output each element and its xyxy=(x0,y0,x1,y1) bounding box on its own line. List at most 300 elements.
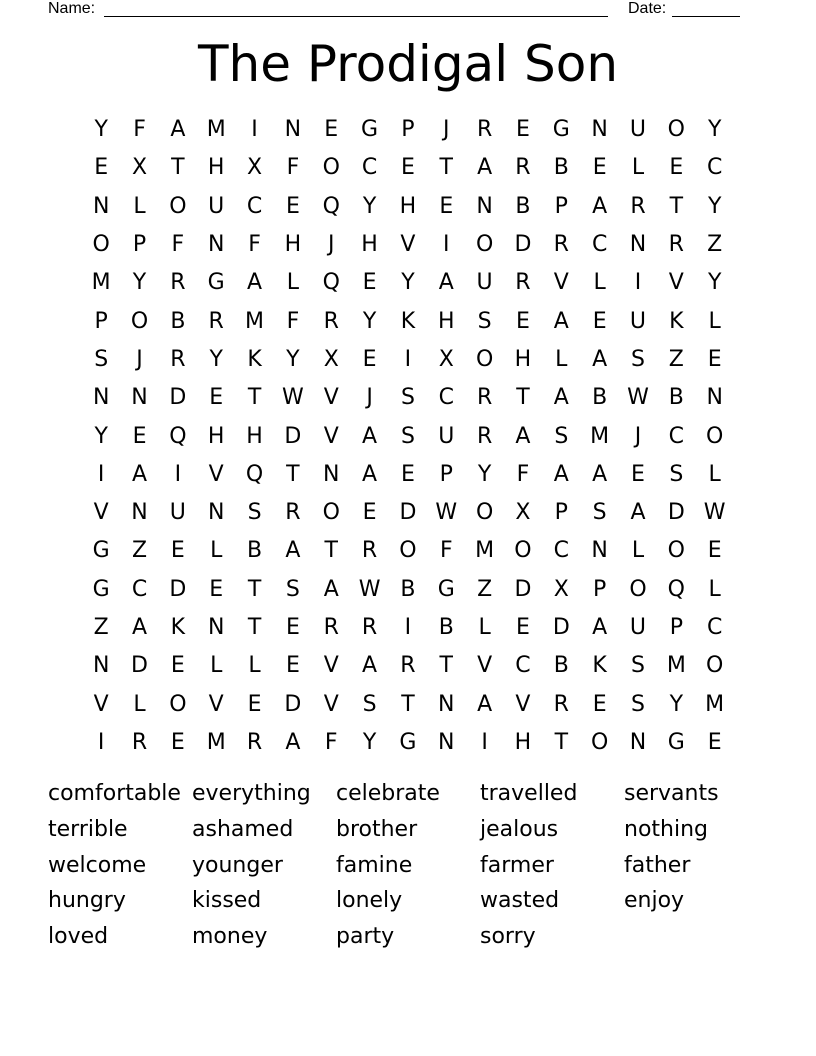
grid-letter: N xyxy=(706,385,723,411)
grid-letter: A xyxy=(362,653,378,679)
word-bank-item: nothing xyxy=(624,816,708,842)
grid-letter: I xyxy=(251,117,258,143)
grid-letter: R xyxy=(668,232,684,258)
grid-letter: Y xyxy=(94,423,108,449)
word-bank-item: kissed xyxy=(192,888,262,914)
grid-letter: M xyxy=(590,423,610,449)
grid-letter: H xyxy=(207,423,225,449)
grid-letter: A xyxy=(362,461,378,487)
word-bank-item: farmer xyxy=(480,852,554,878)
grid-letter: G xyxy=(92,576,110,602)
grid-letter: D xyxy=(131,653,148,679)
grid-letter: Y xyxy=(209,346,223,372)
grid-letter: E xyxy=(707,346,722,372)
grid-letter: N xyxy=(629,232,647,258)
grid-letter: W xyxy=(627,385,649,411)
grid-letter: Y xyxy=(286,346,300,372)
grid-row xyxy=(82,302,734,340)
grid-letter: I xyxy=(404,615,412,640)
grid-letter: R xyxy=(553,691,569,717)
grid-letter: V xyxy=(208,461,224,487)
word-bank-item: celebrate xyxy=(336,781,440,806)
grid-letter: C xyxy=(553,538,569,564)
grid-letter: A xyxy=(592,461,608,487)
grid-letter: O xyxy=(322,500,340,526)
grid-letter: A xyxy=(131,615,148,640)
grid-letter: S xyxy=(631,346,645,372)
grid-letter: N xyxy=(207,615,225,640)
grid-letter: A xyxy=(477,155,493,181)
grid-letter: E xyxy=(400,155,415,181)
grid-letter: R xyxy=(553,232,569,258)
grid-letter: J xyxy=(443,117,450,143)
grid-letter: R xyxy=(246,729,263,755)
word-bank xyxy=(48,776,768,955)
grid-letter: S xyxy=(554,423,569,449)
grid-letter: V xyxy=(323,691,339,717)
grid-letter: B xyxy=(668,385,684,411)
grid-letter: T xyxy=(439,653,453,679)
grid-letter: F xyxy=(324,729,338,755)
grid-letter: M xyxy=(666,653,686,679)
grid-letter: F xyxy=(439,538,453,564)
grid-letter: E xyxy=(631,461,645,487)
grid-letter: T xyxy=(439,155,453,181)
word-bank-item: famine xyxy=(336,852,413,878)
grid-letter: R xyxy=(515,270,531,296)
grid-letter: R xyxy=(285,500,301,526)
grid-letter: M xyxy=(91,270,111,296)
grid-letter: M xyxy=(206,117,226,143)
word-bank-item: jealous xyxy=(480,816,559,842)
grid-row xyxy=(82,341,734,379)
grid-letter: H xyxy=(246,423,263,449)
grid-row xyxy=(82,456,734,494)
grid-letter: K xyxy=(170,615,186,640)
grid-letter: B xyxy=(170,308,186,334)
grid-letter: P xyxy=(439,461,453,487)
grid-letter: L xyxy=(210,653,223,679)
grid-letter: E xyxy=(324,117,339,143)
grid-letter: O xyxy=(706,653,724,679)
grid-letter: S xyxy=(94,346,109,372)
grid-letter: M xyxy=(206,729,226,755)
grid-letter: L xyxy=(708,308,721,334)
grid-letter: X xyxy=(247,155,263,181)
grid-letter: E xyxy=(285,653,300,679)
grid-letter: S xyxy=(285,576,300,602)
grid-letter: O xyxy=(475,346,494,372)
date-blank-line xyxy=(672,16,740,17)
grid-letter: H xyxy=(514,346,532,372)
grid-letter: L xyxy=(248,653,261,679)
grid-letter: F xyxy=(516,461,530,487)
grid-letter: E xyxy=(592,308,607,334)
grid-letter: E xyxy=(516,308,530,334)
grid-letter: Q xyxy=(322,270,340,296)
grid-letter: E xyxy=(209,385,224,411)
grid-letter: T xyxy=(286,461,300,487)
grid-letter: A xyxy=(553,461,569,487)
grid-letter: S xyxy=(477,308,492,334)
grid-letter: E xyxy=(209,576,224,602)
grid-letter: U xyxy=(169,500,186,526)
grid-letter: L xyxy=(631,155,645,181)
grid-letter: R xyxy=(400,653,416,679)
grid-letter: M xyxy=(475,538,495,564)
grid-letter: E xyxy=(707,729,722,755)
grid-letter: O xyxy=(475,232,494,258)
grid-letter: O xyxy=(667,117,685,143)
grid-letter: D xyxy=(399,500,417,526)
grid-letter: X xyxy=(131,155,148,181)
grid-row xyxy=(82,647,734,685)
grid-row xyxy=(82,188,734,226)
word-bank-item: lonely xyxy=(336,888,403,914)
grid-letter: I xyxy=(634,270,642,296)
grid-letter: N xyxy=(591,117,608,143)
grid-letter: Y xyxy=(362,308,377,334)
grid-letter: V xyxy=(477,653,493,679)
grid-letter: N xyxy=(207,232,225,258)
grid-letter: R xyxy=(476,117,493,143)
grid-letter: Y xyxy=(94,117,108,143)
grid-letter: X xyxy=(553,576,569,602)
grid-letter: O xyxy=(322,155,340,181)
grid-letter: P xyxy=(593,576,607,602)
grid-letter: E xyxy=(285,615,300,640)
grid-letter: N xyxy=(284,117,302,143)
grid-letter: D xyxy=(552,615,570,640)
grid-letter: G xyxy=(667,729,685,755)
grid-letter: A xyxy=(438,270,454,296)
grid-letter: O xyxy=(629,576,647,602)
grid-letter: R xyxy=(323,615,339,640)
grid-letter: M xyxy=(245,308,265,334)
grid-letter: E xyxy=(132,423,147,449)
grid-letter: B xyxy=(515,193,531,219)
word-bank-item: party xyxy=(336,924,395,950)
grid-letter: D xyxy=(169,576,187,602)
grid-letter: Y xyxy=(707,117,722,143)
grid-letter: A xyxy=(170,117,186,143)
grid-letter: E xyxy=(170,729,185,755)
grid-letter: P xyxy=(669,615,683,640)
grid-letter: V xyxy=(323,653,339,679)
word-bank-item: father xyxy=(624,852,691,878)
grid-letter: Q xyxy=(245,461,264,487)
grid-letter: Q xyxy=(322,193,340,219)
grid-row xyxy=(82,571,734,609)
grid-letter: A xyxy=(592,346,608,372)
grid-letter: L xyxy=(133,691,146,717)
grid-letter: B xyxy=(247,538,263,564)
grid-letter: E xyxy=(669,155,684,181)
grid-letter: F xyxy=(286,308,300,334)
grid-letter: P xyxy=(554,193,568,219)
grid-letter: E xyxy=(400,461,415,487)
grid-letter: A xyxy=(553,385,569,411)
grid-letter: G xyxy=(92,538,110,564)
grid-letter: O xyxy=(667,538,685,564)
word-bank-item: enjoy xyxy=(624,888,685,914)
word-bank-item: welcome xyxy=(48,852,147,878)
grid-letter: E xyxy=(362,346,377,372)
grid-letter: E xyxy=(707,538,722,564)
grid-letter: W xyxy=(703,500,726,526)
grid-letter: K xyxy=(400,308,416,334)
grid-letter: R xyxy=(476,423,493,449)
grid-letter: F xyxy=(248,232,261,258)
grid-letter: L xyxy=(478,615,491,640)
grid-letter: N xyxy=(323,461,340,487)
grid-letter: T xyxy=(669,193,684,219)
grid-letter: C xyxy=(438,385,454,411)
grid-letter: E xyxy=(592,155,607,181)
word-bank-item: loved xyxy=(48,924,109,950)
grid-letter: C xyxy=(246,193,263,219)
grid-letter: A xyxy=(323,576,339,602)
grid-letter: Y xyxy=(362,729,377,755)
word-bank-item: ashamed xyxy=(192,816,294,842)
grid-letter: V xyxy=(93,500,109,526)
grid-letter: H xyxy=(361,232,378,258)
grid-letter: Y xyxy=(669,691,684,717)
grid-letter: L xyxy=(708,461,721,487)
grid-letter: Z xyxy=(668,346,684,372)
grid-letter: D xyxy=(284,423,302,449)
grid-letter: A xyxy=(131,461,148,487)
grid-letter: V xyxy=(668,270,684,296)
grid-letter: Y xyxy=(707,193,722,219)
grid-letter: E xyxy=(170,653,185,679)
grid-letter: Y xyxy=(362,193,377,219)
grid-row xyxy=(82,264,734,302)
grid-letter: R xyxy=(630,193,646,219)
word-bank-item: brother xyxy=(336,816,418,842)
word-bank-item: terrible xyxy=(48,816,128,842)
grid-letter: B xyxy=(438,615,454,640)
grid-letter: R xyxy=(515,155,531,181)
grid-letter: R xyxy=(476,385,493,411)
grid-row xyxy=(82,226,734,264)
grid-letter: L xyxy=(631,538,645,564)
word-bank-item: servants xyxy=(624,781,719,806)
grid-letter: A xyxy=(592,615,608,640)
grid-letter: L xyxy=(555,346,568,372)
grid-letter: H xyxy=(284,232,302,258)
grid-letter: Q xyxy=(169,423,187,449)
grid-letter: R xyxy=(170,270,186,296)
grid-letter: H xyxy=(207,155,225,181)
letter-grid xyxy=(82,111,734,762)
grid-letter: M xyxy=(705,691,725,717)
grid-row xyxy=(82,724,734,762)
word-bank-item: money xyxy=(192,924,268,950)
grid-letter: E xyxy=(94,155,109,181)
grid-letter: S xyxy=(631,653,645,679)
grid-letter: C xyxy=(591,232,608,258)
grid-letter: S xyxy=(400,385,415,411)
grid-letter: W xyxy=(282,385,304,411)
grid-letter: T xyxy=(324,538,338,564)
grid-letter: I xyxy=(481,729,488,755)
grid-letter: R xyxy=(323,308,339,334)
word-bank-item: everything xyxy=(192,781,311,806)
grid-letter: U xyxy=(208,193,225,219)
grid-letter: N xyxy=(438,729,455,755)
grid-letter: E xyxy=(362,270,377,296)
grid-letter: C xyxy=(706,155,723,181)
grid-letter: G xyxy=(361,117,379,143)
grid-letter: C xyxy=(131,576,148,602)
grid-letter: Y xyxy=(401,270,415,296)
grid-letter: C xyxy=(361,155,378,181)
grid-letter: N xyxy=(92,653,110,679)
header-line xyxy=(48,0,748,20)
grid-letter: K xyxy=(247,346,262,372)
grid-letter: N xyxy=(476,193,493,219)
grid-letter: V xyxy=(400,232,416,258)
grid-letter: N xyxy=(131,385,148,411)
grid-letter: E xyxy=(439,193,454,219)
grid-letter: D xyxy=(514,232,532,258)
grid-letter: O xyxy=(590,729,609,755)
grid-letter: A xyxy=(362,423,378,449)
date-label: Date: xyxy=(628,0,667,17)
grid-letter: A xyxy=(247,270,263,296)
grid-letter: B xyxy=(553,155,569,181)
grid-letter: N xyxy=(92,385,110,411)
grid-letter: O xyxy=(706,423,724,449)
grid-letter: E xyxy=(170,538,185,564)
grid-letter: I xyxy=(97,729,105,755)
grid-letter: Y xyxy=(132,270,147,296)
grid-letter: W xyxy=(358,576,381,602)
grid-letter: Z xyxy=(93,615,109,640)
grid-letter: N xyxy=(131,500,148,526)
grid-letter: R xyxy=(131,729,148,755)
grid-letter: A xyxy=(477,691,493,717)
name-label: Name: xyxy=(48,0,96,17)
grid-letter: U xyxy=(438,423,455,449)
grid-letter: T xyxy=(247,615,262,640)
grid-letter: L xyxy=(708,576,721,602)
grid-letter: D xyxy=(169,385,187,411)
grid-letter: O xyxy=(169,691,187,717)
grid-letter: A xyxy=(285,538,301,564)
grid-letter: R xyxy=(361,538,378,564)
word-bank-item: sorry xyxy=(480,924,536,950)
word-bank-item: travelled xyxy=(480,781,578,806)
grid-letter: Q xyxy=(667,576,685,602)
grid-letter: Z xyxy=(131,538,148,564)
grid-letter: N xyxy=(438,691,455,717)
grid-letter: V xyxy=(515,691,531,717)
grid-letter: L xyxy=(133,193,146,219)
grid-letter: E xyxy=(592,691,607,717)
grid-row xyxy=(82,111,734,149)
grid-letter: J xyxy=(327,232,335,258)
grid-letter: C xyxy=(706,615,723,640)
grid-letter: D xyxy=(667,500,685,526)
grid-letter: R xyxy=(170,346,186,372)
grid-letter: B xyxy=(400,576,416,602)
grid-row xyxy=(82,149,734,187)
grid-letter: B xyxy=(553,653,569,679)
grid-letter: D xyxy=(514,576,532,602)
grid-letter: V xyxy=(323,423,339,449)
grid-letter: F xyxy=(286,155,300,181)
grid-letter: I xyxy=(174,461,182,487)
page-title: The Prodigal Son xyxy=(197,35,619,93)
grid-letter: A xyxy=(515,423,531,449)
grid-letter: E xyxy=(247,691,262,717)
grid-letter: Z xyxy=(707,232,723,258)
grid-letter: N xyxy=(207,500,225,526)
grid-letter: L xyxy=(286,270,300,296)
grid-letter: R xyxy=(208,308,224,334)
grid-letter: C xyxy=(668,423,685,449)
grid-letter: O xyxy=(399,538,417,564)
grid-letter: B xyxy=(592,385,608,411)
grid-letter: C xyxy=(515,653,531,679)
grid-letter: T xyxy=(401,691,415,717)
grid-letter: F xyxy=(171,232,185,258)
grid-letter: S xyxy=(669,461,684,487)
grid-letter: N xyxy=(629,729,647,755)
grid-letter: J xyxy=(366,385,373,411)
grid-letter: I xyxy=(97,461,105,487)
grid-letter: P xyxy=(401,117,415,143)
grid-letter: U xyxy=(629,117,647,143)
grid-row xyxy=(82,532,734,570)
grid-letter: X xyxy=(515,500,531,526)
grid-row xyxy=(82,609,734,647)
grid-letter: G xyxy=(207,270,225,296)
grid-letter: H xyxy=(437,308,455,334)
grid-letter: E xyxy=(516,615,530,640)
grid-letter: H xyxy=(514,729,532,755)
grid-letter: O xyxy=(169,193,187,219)
grid-letter: E xyxy=(362,500,377,526)
grid-letter: S xyxy=(631,691,645,717)
grid-letter: T xyxy=(554,729,569,755)
grid-letter: G xyxy=(399,729,417,755)
grid-letter: Y xyxy=(477,461,492,487)
grid-letter: W xyxy=(435,500,458,526)
grid-letter: A xyxy=(285,729,301,755)
grid-letter: T xyxy=(516,385,530,411)
grid-row xyxy=(82,417,734,455)
grid-letter: U xyxy=(476,270,493,296)
grid-letter: K xyxy=(669,308,684,334)
grid-letter: H xyxy=(399,193,417,219)
grid-letter: Z xyxy=(477,576,493,602)
grid-letter: T xyxy=(171,155,185,181)
grid-letter: J xyxy=(634,423,642,449)
grid-letter: J xyxy=(136,346,143,372)
grid-letter: O xyxy=(130,308,149,334)
grid-letter: P xyxy=(554,500,568,526)
grid-row xyxy=(82,494,734,532)
word-bank-item: wasted xyxy=(480,888,560,914)
grid-row xyxy=(82,685,734,723)
grid-letter: O xyxy=(475,500,494,526)
grid-letter: D xyxy=(284,691,302,717)
grid-letter: K xyxy=(592,653,607,679)
grid-letter: V xyxy=(208,691,224,717)
